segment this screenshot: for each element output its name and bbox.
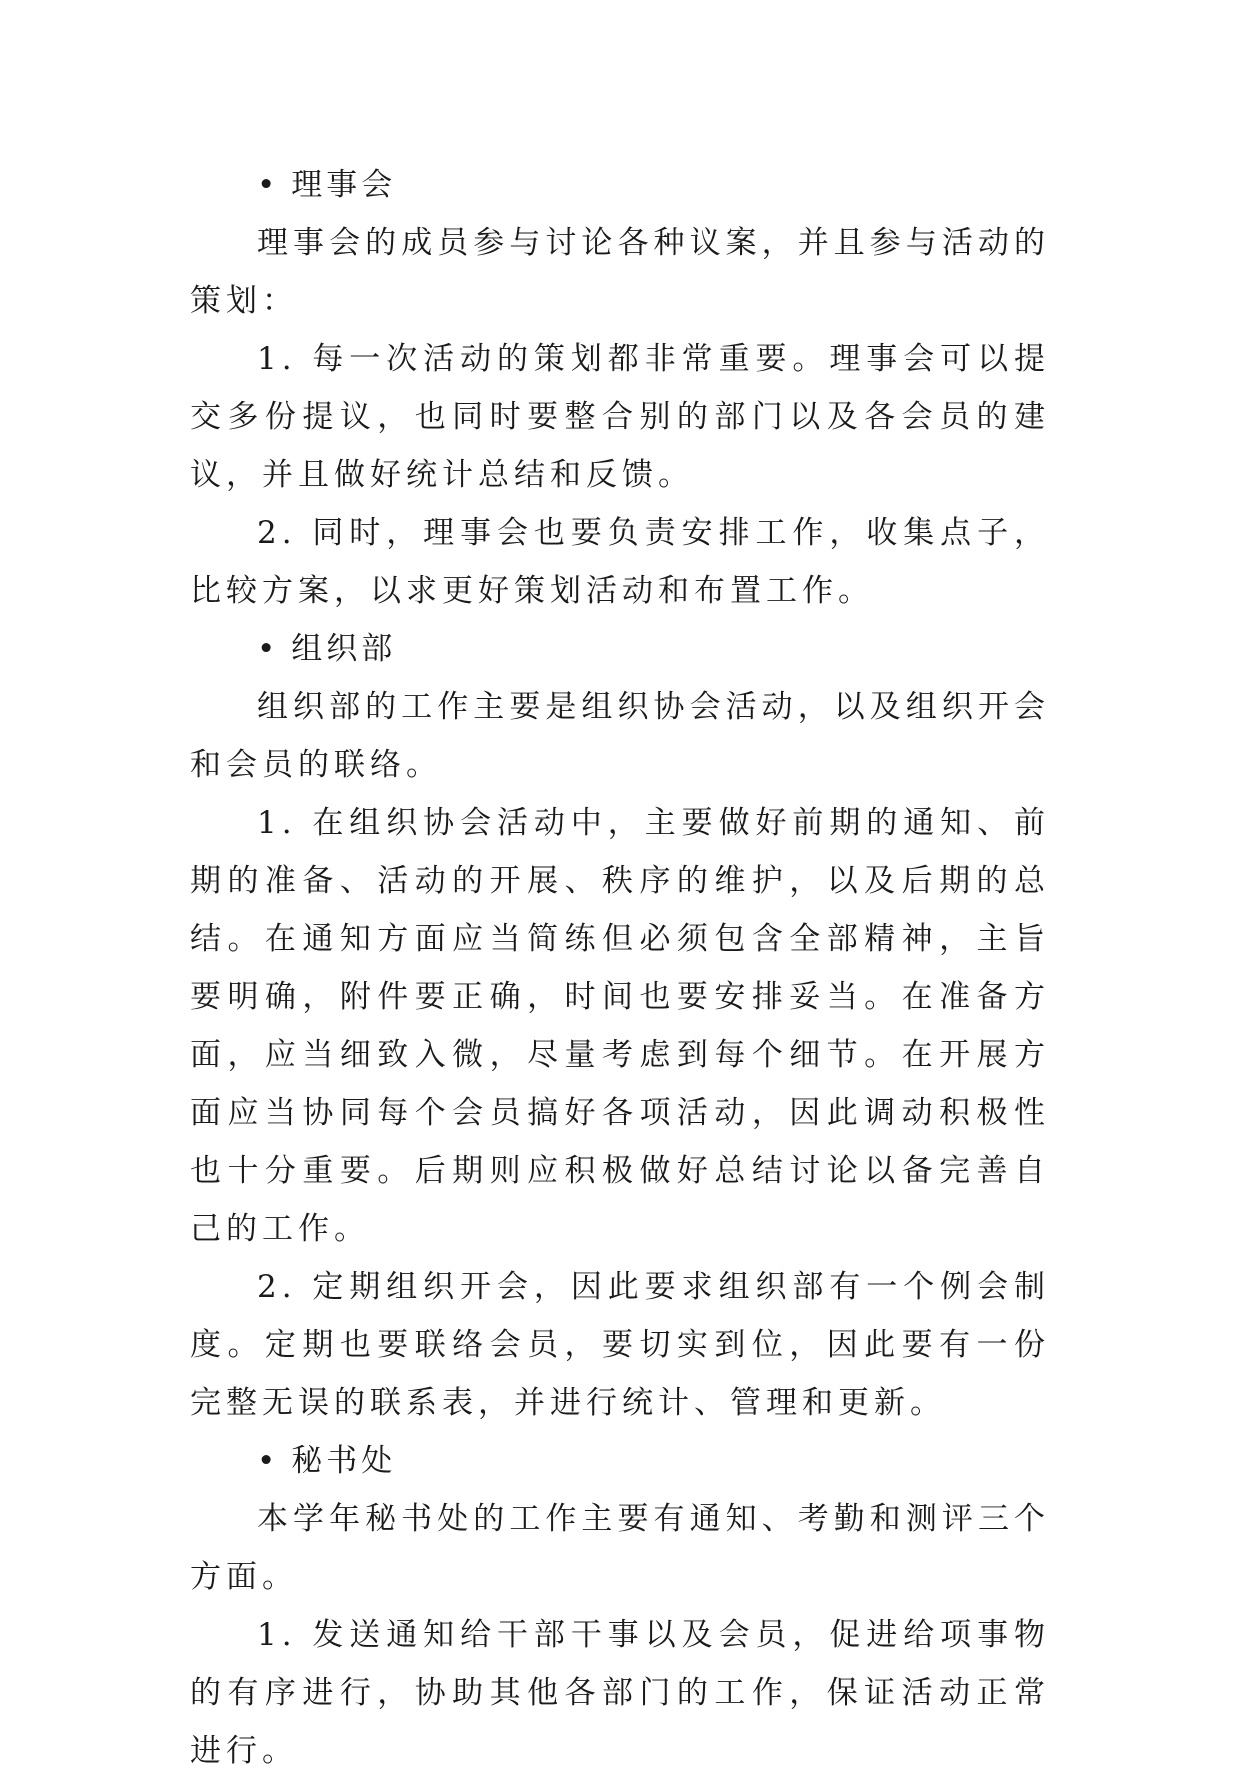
section-heading-organization: [190, 620, 1050, 678]
document-body: [190, 156, 1050, 1780]
paragraph: 2. 同时，理事会也要负责安排工作，收集点子，比较方案，以求更好策划活动和布置工作。: [190, 515, 1050, 609]
section-heading-council: [190, 156, 1050, 214]
bullet-icon: •: [257, 631, 280, 667]
section-heading-text: 理事会: [291, 167, 397, 203]
paragraph: 2. 定期组织开会，因此要求组织部有一个例会制度。定期也要联络会员，要切实到位，因此要有一份完整无误的联系表，并进行统计、管理和更新。: [190, 1269, 1050, 1421]
paragraph: 理事会的成员参与讨论各种议案，并且参与活动的策划：: [190, 225, 1050, 319]
section-heading-text: 组织部: [291, 631, 397, 667]
paragraph: 1. 发送通知给干部干事以及会员，促进给项事物的有序进行，协助其他各部门的工作，保证活动正常进行。: [190, 1617, 1050, 1769]
paragraph: 1. 每一次活动的策划都非常重要。理事会可以提交多份提议，也同时要整合别的部门以及各会员的建议，并且做好统计总结和反馈。: [190, 341, 1050, 493]
paragraph: 1. 在组织协会活动中，主要做好前期的通知、前期的准备、活动的开展、秩序的维护，以及后期的总结。在通知方面应当简练但必须包含全部精神，主旨要明确，附件要正确，时间也要安排妥当。在准备方面，应当细致入微，尽量考虑到每个细节。在开展方面应当协同每个会员搞好各项活动，因此调动积极性也十分重要。后期则应积极做好总结讨论以备完善自己的工作。: [190, 805, 1050, 1247]
section-heading-secretariat: [190, 1432, 1050, 1490]
section-heading-text: 秘书处: [291, 1443, 397, 1479]
paragraph: 本学年秘书处的工作主要有通知、考勤和测评三个方面。: [190, 1501, 1050, 1595]
bullet-icon: •: [257, 167, 280, 203]
paragraph: 组织部的工作主要是组织协会活动，以及组织开会和会员的联络。: [190, 689, 1050, 783]
bullet-icon: •: [257, 1443, 280, 1479]
